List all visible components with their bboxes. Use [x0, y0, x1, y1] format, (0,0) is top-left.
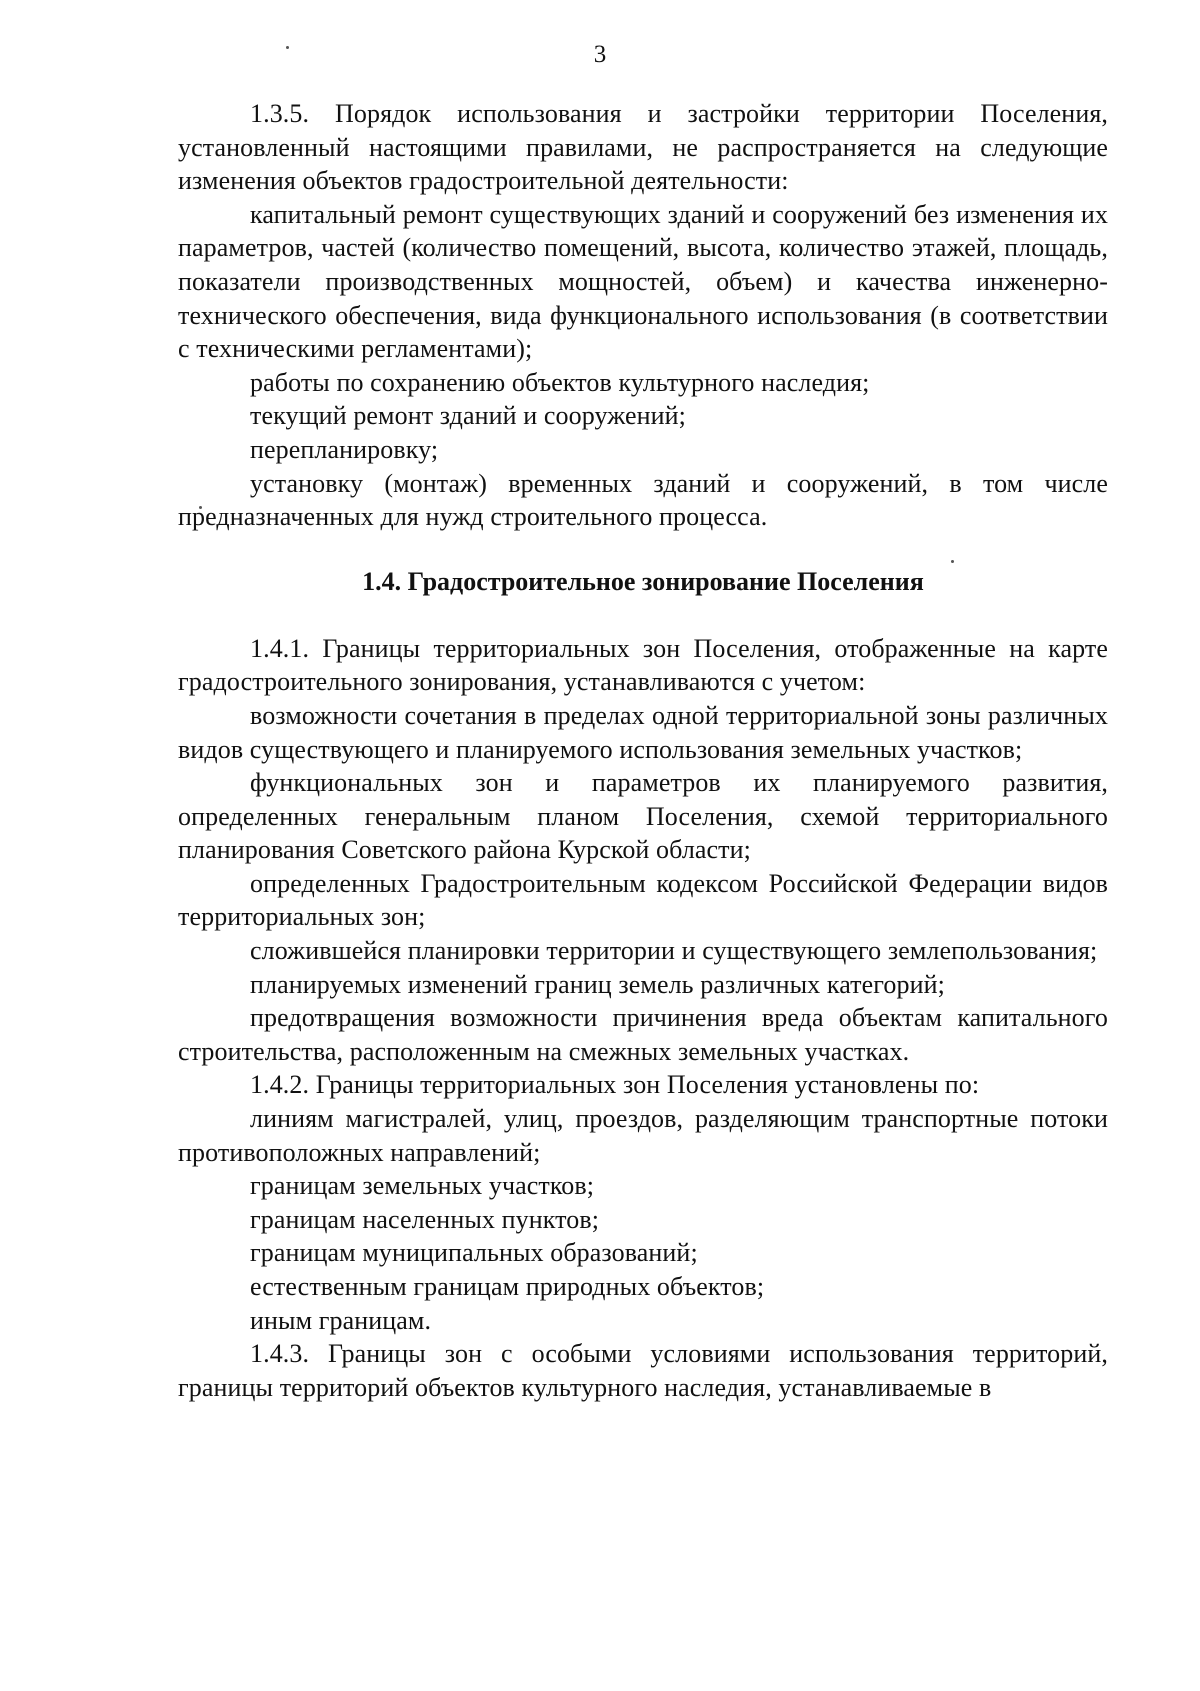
list-item-natural-borders: естественным границам природных объектов; — [250, 1272, 765, 1301]
list-item-temporary-buildings: установку (монтаж) временных зданий и сооружений, в том числе предназначенных для нужд строительного процесса. — [178, 468, 1108, 532]
list-item-other-borders: иным границам. — [250, 1305, 432, 1335]
list-item-heritage-works: работы по сохранению объектов культурного наследия; — [250, 367, 870, 397]
paragraph-1-3-5: 1.3.5. Порядок использования и застройки территории Поселения, установленный настоящими правилами, не распространяется на следующие изменения объектов градостроительной деятельности: — [178, 99, 1108, 196]
list-item-capital-repair: капитальный ремонт существующих зданий и сооружений без изменения их параметров, частей (количество помещений, высота, количество этажей, площадь, показатели производственных мощностей, объем) и качества инженерно-технического обеспечения, вида функционального использования (в соответствии с техническими регламентами); — [178, 199, 1108, 364]
section-heading-1-4: 1.4. Градостроительное зонирование Поселения — [362, 566, 924, 596]
list-item-land-plot-borders: границам земельных участков; — [250, 1171, 595, 1201]
list-item-current-repair: текущий ремонт зданий и сооружений; — [250, 401, 686, 431]
paragraph-1-4-2: 1.4.2. Границы территориальных зон Поселения установлены по: — [250, 1070, 980, 1100]
paragraph-1-4-1: 1.4.1. Границы территориальных зон Поселения, отображенные на карте градостроительного зонирования, устанавливаются с учетом: — [178, 633, 1108, 697]
list-item-combination: возможности сочетания в пределах одной территориальной зоны различных видов существующего и планируемого использования земельных участков; — [178, 700, 1108, 764]
page-number: 3 — [593, 41, 607, 68]
list-item-land-category-changes: планируемых изменений границ земель различных категорий; — [250, 969, 945, 999]
list-item-existing-layout: сложившейся планировки территории и существующего землепользования; — [250, 936, 1098, 966]
list-item-code-zone-types: определенных Градостроительным кодексом Российской Федерации видов территориальных зон; — [178, 868, 1108, 932]
paragraph-1-4-3: 1.4.3. Границы зон с особыми условиями использования территорий, границы территорий объектов культурного наследия, устанавливаемые в — [178, 1339, 1108, 1402]
list-item-functional-zones: функциональных зон и параметров их планируемого развития, определенных генеральным планом Поселения, схемой территориального планирования Советского района Курской области; — [178, 768, 1108, 865]
list-item-harm-prevention: предотвращения возможности причинения вреда объектам капитального строительства, расположенным на смежных земельных участках. — [178, 1003, 1108, 1066]
list-item-highway-lines: линиям магистралей, улиц, проездов, разделяющим транспортные потоки противоположных направлений; — [178, 1104, 1108, 1167]
list-item-settlement-borders: границам населенных пунктов; — [250, 1204, 600, 1234]
document-body — [178, 97, 1108, 1404]
list-item-municipal-borders: границам муниципальных образований; — [250, 1238, 698, 1268]
list-item-replanning: перепланировку; — [250, 434, 439, 464]
